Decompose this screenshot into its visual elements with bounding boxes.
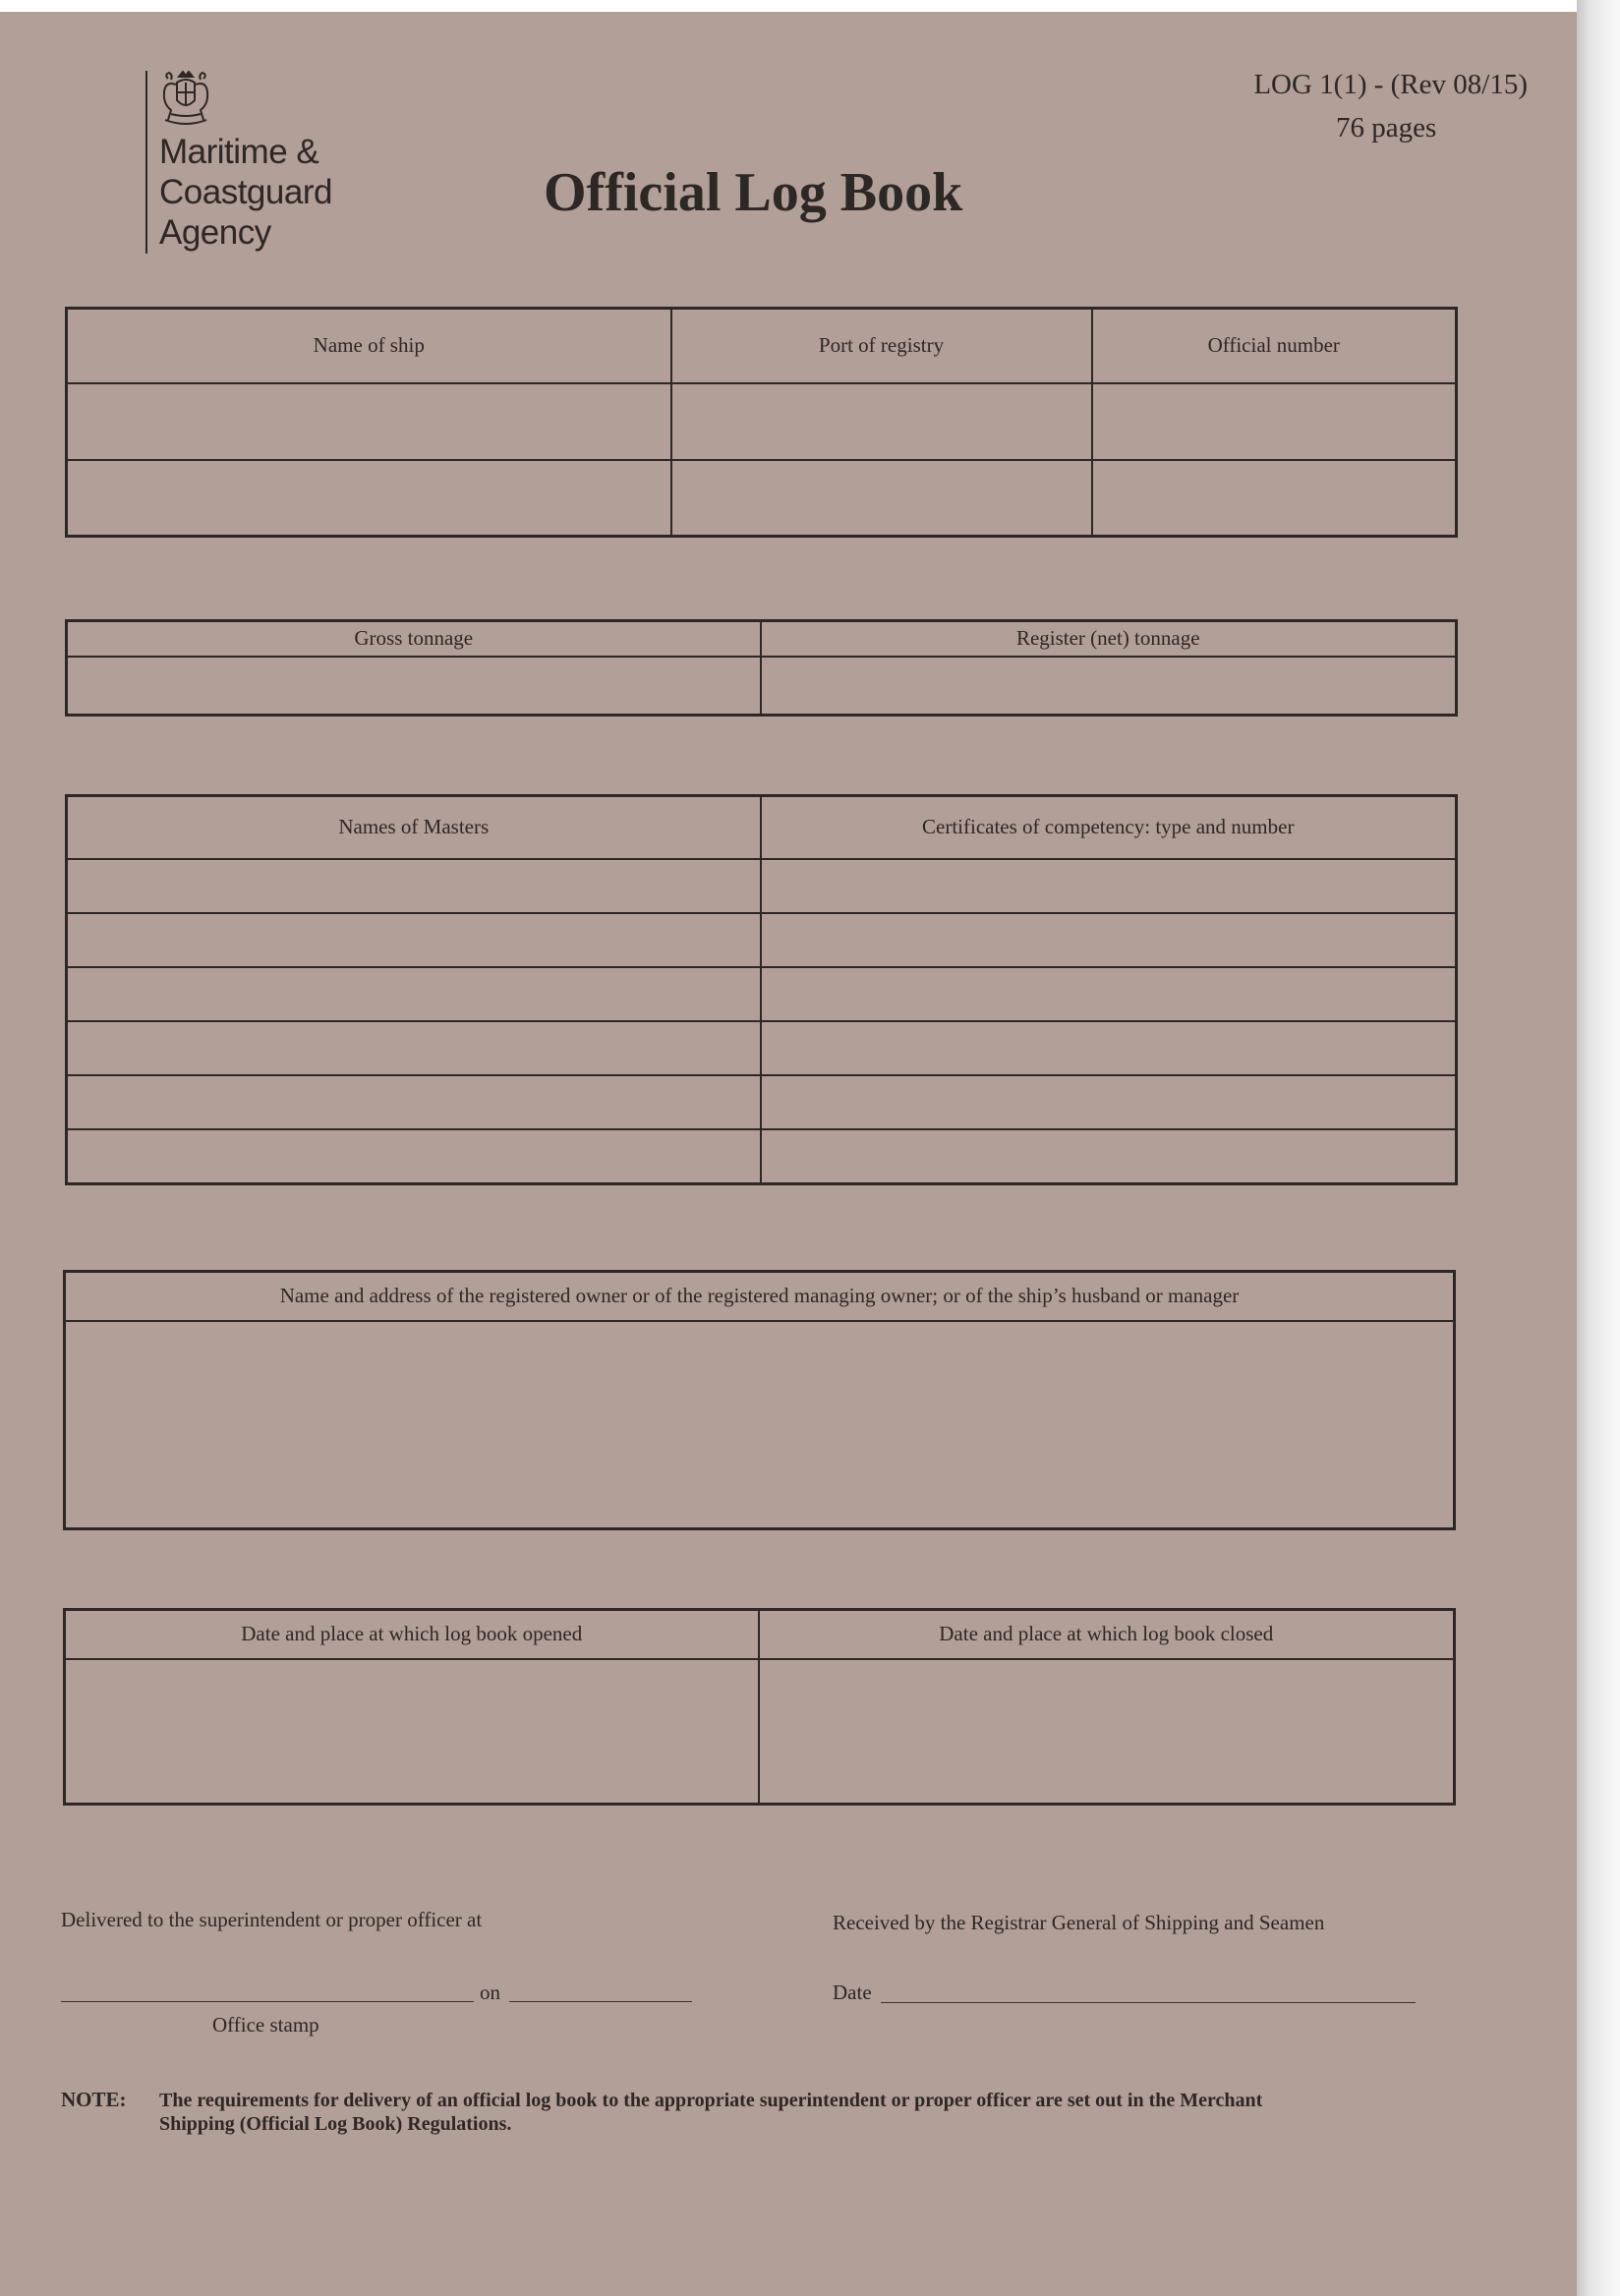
master-name-field[interactable] (67, 1021, 761, 1075)
header-names-of-masters: Names of Masters (67, 796, 761, 859)
master-name-field[interactable] (67, 913, 761, 967)
agency-logo (145, 71, 401, 258)
certificate-field[interactable] (761, 1021, 1457, 1075)
delivered-label: Delivered to the superintendent or proper officer at (61, 1908, 483, 1931)
official-number-field[interactable] (1092, 383, 1457, 460)
gross-tonnage-field[interactable] (67, 657, 761, 716)
header-register-net-tonnage: Register (net) tonnage (761, 621, 1457, 657)
tonnage-table (65, 619, 1458, 717)
note-label: NOTE: (61, 2088, 127, 2111)
royal-crest-icon (159, 71, 212, 126)
certificate-field[interactable] (761, 1075, 1457, 1129)
date-label: Date (833, 1980, 872, 2004)
date-opened-field[interactable] (65, 1659, 759, 1805)
header-date-opened: Date and place at which log book opened (65, 1610, 759, 1659)
form-code: LOG 1(1) - (Rev 08/15) (1253, 69, 1528, 100)
agency-line: Maritime & (159, 133, 319, 171)
page-count: 76 pages (1336, 112, 1437, 144)
certificate-field[interactable] (761, 967, 1457, 1021)
delivered-on-date-field[interactable] (509, 2001, 692, 2002)
header-port-of-registry: Port of registry (671, 309, 1092, 383)
received-date-field[interactable] (881, 2002, 1416, 2003)
logo-divider (145, 71, 147, 254)
note-text-line2: Shipping (Official Log Book) Regulations. (159, 2113, 512, 2135)
owner-table (63, 1270, 1456, 1530)
on-label: on (480, 1980, 500, 2004)
net-tonnage-field[interactable] (761, 657, 1457, 716)
header-owner-name-address: Name and address of the registered owner or of the registered managing owner; or of the ship’s husband or manager (65, 1272, 1455, 1321)
certificate-field[interactable] (761, 859, 1457, 913)
certificate-field[interactable] (761, 913, 1457, 967)
master-name-field[interactable] (67, 859, 761, 913)
received-label: Received by the Registrar General of Shipping and Seamen (833, 1911, 1325, 1934)
master-name-field[interactable] (67, 1075, 761, 1129)
note-text-line1: The requirements for delivery of an official log book to the appropriate superintendent or proper officer are set out in the Merchant (159, 2090, 1263, 2111)
name-of-ship-field[interactable] (67, 460, 671, 537)
master-name-field[interactable] (67, 967, 761, 1021)
header-name-of-ship: Name of ship (67, 309, 671, 383)
header-date-closed: Date and place at which log book closed (759, 1610, 1455, 1659)
document-title: Official Log Book (544, 162, 963, 223)
header-certificates-of-competency: Certificates of competency: type and number (761, 796, 1457, 859)
name-of-ship-field[interactable] (67, 383, 671, 460)
page-edge (1577, 0, 1620, 2296)
log-dates-table (63, 1608, 1456, 1806)
master-name-field[interactable] (67, 1129, 761, 1184)
office-stamp-label: Office stamp (212, 2013, 319, 2037)
agency-name (159, 132, 332, 253)
header-gross-tonnage: Gross tonnage (67, 621, 761, 657)
owner-name-address-field[interactable] (65, 1321, 1455, 1529)
port-of-registry-field[interactable] (671, 460, 1092, 537)
header-official-number: Official number (1092, 309, 1457, 383)
certificate-field[interactable] (761, 1129, 1457, 1184)
delivered-at-field[interactable] (61, 2001, 474, 2002)
agency-line: Coastguard (159, 173, 332, 211)
port-of-registry-field[interactable] (671, 383, 1092, 460)
ship-details-table (65, 307, 1458, 538)
official-number-field[interactable] (1092, 460, 1457, 537)
masters-table (65, 794, 1458, 1185)
date-closed-field[interactable] (759, 1659, 1455, 1805)
agency-line: Agency (159, 213, 271, 252)
